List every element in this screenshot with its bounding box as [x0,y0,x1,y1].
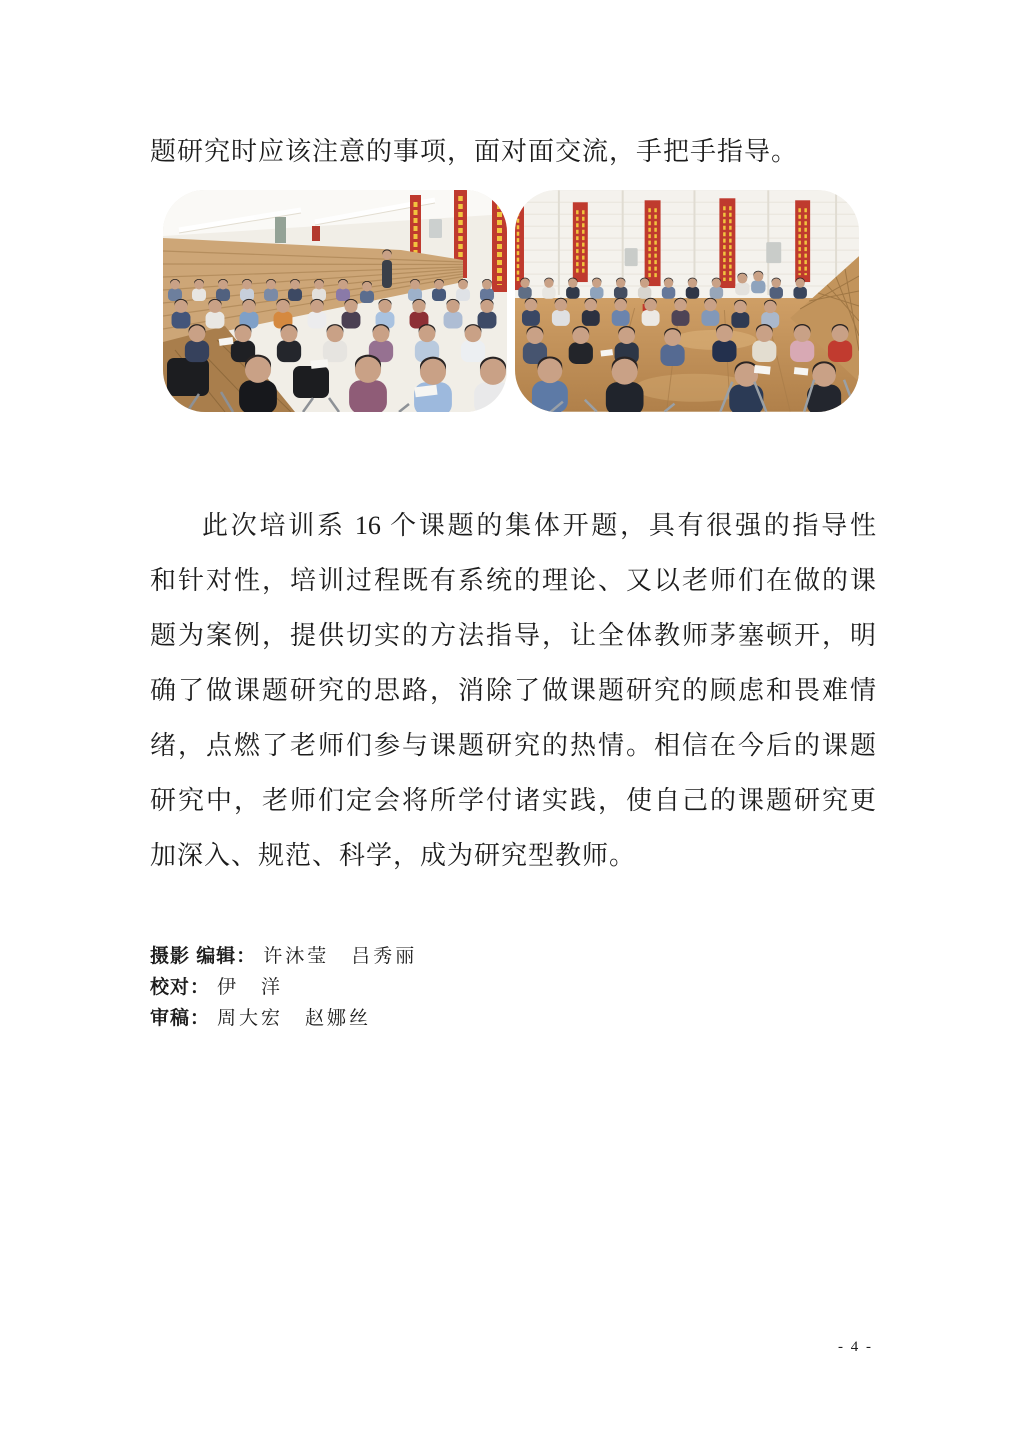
credit-label: 审稿： [150,1008,211,1029]
paragraph-line: 研究中，老师们定会将所学付诸实践，使自己的课题研究更 [150,786,876,815]
credit-label: 校对： [150,977,211,998]
credit-label: 摄影 编辑： [150,946,257,967]
photo-lecture-hall-rear-view [515,190,859,412]
credit-row-reviewer [150,1003,417,1034]
credit-row-proofreader [150,972,417,1003]
credit-names: 许沐莹 吕秀丽 [263,946,418,967]
body-paragraph [150,498,876,883]
credit-names: 伊 洋 [217,977,284,998]
paragraph-line: 绪，点燃了老师们参与课题研究的热情。相信在今后的课题 [150,731,876,760]
photo-lecture-hall-front-view [163,190,507,412]
paragraph-line: 和针对性，培训过程既有系统的理论、又以老师们在做的课 [150,566,876,595]
credits-block [150,941,417,1034]
photo-left-illustration [163,190,507,412]
credit-row-photo-editor [150,941,417,972]
paragraph-continuation-line: 题研究时应该注意的事项，面对面交流，手把手指导。 [150,137,799,166]
page-number: - 4 - [838,1339,873,1355]
wall-vent [429,219,442,238]
back-door [275,217,286,243]
photo-right-illustration [515,190,859,412]
paragraph-line: 确了做课题研究的思路，消除了做课题研究的顾虑和畏难情 [150,676,876,705]
standing-photographer [382,249,392,288]
credit-names: 周大宏 赵娜丝 [217,1008,372,1029]
wall-speaker [766,242,781,263]
photo-row [163,190,859,412]
wall-speaker [625,248,638,266]
paragraph-line: 题为案例，提供切实的方法指导，让全体教师茅塞顿开，明 [150,621,876,650]
paragraph-line: 此次培训系 16 个课题的集体开题，具有很强的指导性 [202,511,876,540]
paragraph-line: 加深入、规范、科学，成为研究型教师。 [150,841,637,870]
